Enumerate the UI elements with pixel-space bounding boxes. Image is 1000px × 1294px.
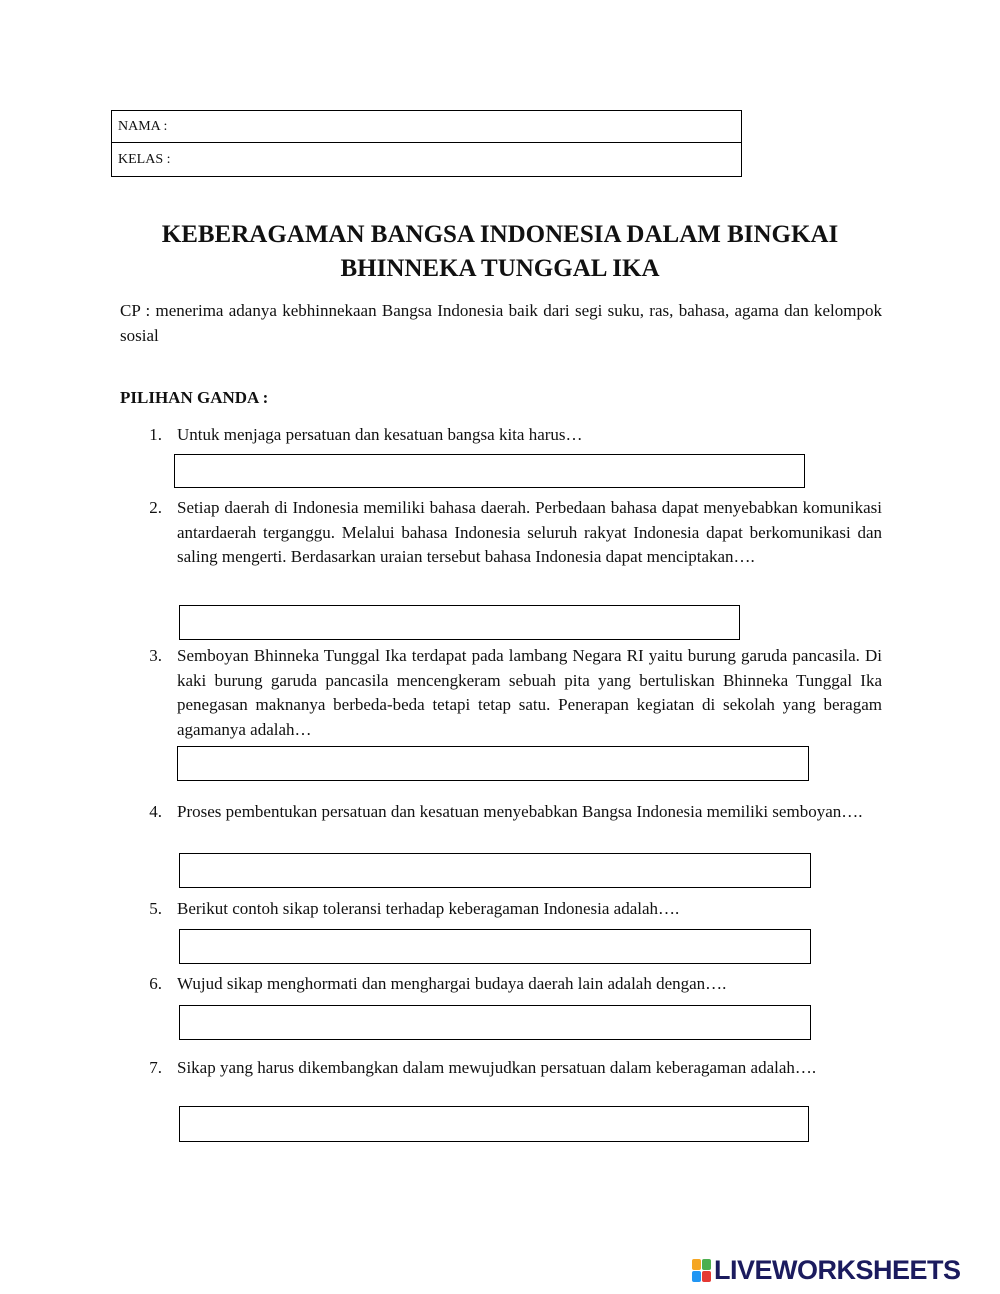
answer-input-7[interactable] (179, 1106, 809, 1142)
learning-outcome: CP : menerima adanya kebhinnekaan Bangsa Indonesia baik dari segi suku, ras, bahasa, agama dan kelompok sosial (120, 301, 882, 345)
question-number: 7. (149, 1058, 162, 1077)
section-title: PILIHAN GANDA : (120, 388, 269, 407)
answer-input-1[interactable] (174, 454, 805, 488)
question-text: Berikut contoh sikap toleransi terhadap keberagaman Indonesia adalah…. (177, 899, 680, 918)
question-text: Untuk menjaga persatuan dan kesatuan bangsa kita harus… (177, 425, 583, 444)
answer-input-2[interactable] (179, 605, 740, 640)
answer-input-3[interactable] (177, 746, 809, 781)
class-row (112, 144, 741, 176)
logo-text: LIVEWORKSHEETS (714, 1255, 961, 1285)
question-text: Setiap daerah di Indonesia memiliki bahasa daerah. Perbedaan bahasa dapat menyebabkan komunikasi antardaerah terganggu. Melalui bahasa Indonesia seluruh rakyat Indonesia dapat berkomunikasi dan saling mengerti. Berdasarkan uraian tersebut bahasa Indonesia dapat menciptakan…. (177, 498, 882, 566)
liveworksheets-logo-icon (692, 1259, 710, 1281)
question-number: 4. (149, 802, 162, 821)
question-text: Semboyan Bhinneka Tunggal Ika terdapat pada lambang Negara RI yaitu burung garuda pancasila. Di kaki burung garuda pancasila mencengkeram sebuah pita yang bertuliskan Bhinneka Tunggal Ika penegasan maknanya berbeda-beda tetapi tetap satu. Penerapan kegiatan di sekolah yang beragam agamanya adalah… (177, 646, 882, 739)
title-line-2: BHINNEKA TUNGGAL IKA (340, 255, 660, 282)
class-label: KELAS : (118, 152, 171, 167)
student-info-table (111, 110, 742, 177)
answer-input-5[interactable] (179, 929, 811, 964)
answer-input-6[interactable] (179, 1005, 811, 1040)
question-number: 6. (149, 974, 162, 993)
liveworksheets-logo[interactable] (692, 1257, 961, 1283)
worksheet-title (110, 218, 890, 286)
title-line-1: KEBERAGAMAN BANGSA INDONESIA DALAM BINGKAI (161, 221, 839, 248)
question-number: 1. (149, 425, 162, 444)
question-text: Wujud sikap menghormati dan menghargai budaya daerah lain adalah dengan…. (177, 974, 727, 993)
question-text: Proses pembentukan persatuan dan kesatuan menyebabkan Bangsa Indonesia memiliki semboyan…. (177, 802, 863, 821)
question-number: 3. (149, 646, 162, 665)
name-row (112, 111, 741, 143)
question-number: 5. (149, 899, 162, 918)
name-label: NAMA : (118, 119, 168, 134)
question-text: Sikap yang harus dikembangkan dalam mewujudkan persatuan dalam keberagaman adalah…. (177, 1058, 817, 1077)
question-number: 2. (149, 498, 162, 517)
answer-input-4[interactable] (179, 853, 811, 888)
